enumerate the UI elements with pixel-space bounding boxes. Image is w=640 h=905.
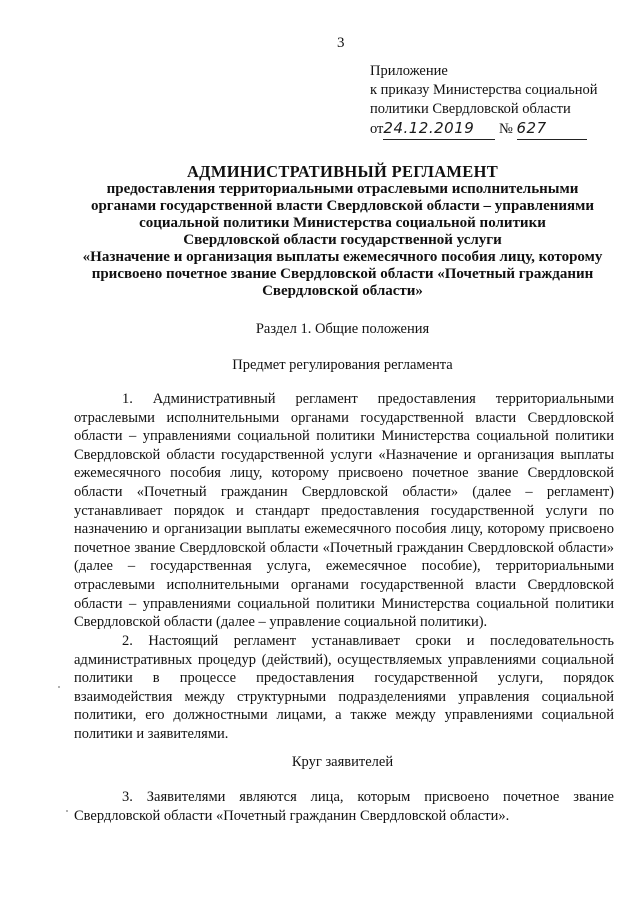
title-main: АДМИНИСТРАТИВНЫЙ РЕГЛАМЕНТ — [186, 162, 499, 181]
number-prefix: № — [499, 121, 513, 137]
page-number: 3 — [337, 35, 345, 51]
appendix-block — [370, 62, 632, 140]
title-line-6: присвоено почетное звание Свердловской области «Почетный гражданин — [91, 266, 594, 282]
appendix-line-3: политики Свердловской области — [370, 101, 571, 117]
title-line-3: социальной политики Министерства социальной политики — [139, 215, 546, 231]
appendix-line-2: к приказу Министерства социальной — [370, 82, 598, 98]
paragraph-2: 2. Настоящий регламент устанавливает сроки и последовательность административных процедур (действий), осуществляемых управлениями социальной политики в процессе предоставления государственной услуги, порядок взаимодействия между структурными подразделениями управления социальной политики, его должностными лицами, а также между управлениями социальной политики и заявителями. — [74, 633, 614, 742]
title-line-5: «Назначение и организация выплаты ежемесячного пособия лицу, которому — [82, 249, 603, 265]
appendix-line-1: Приложение — [370, 63, 448, 79]
date-prefix: от — [370, 121, 384, 137]
handwritten-date: 24.12.2019 — [383, 119, 475, 137]
title-line-7: Свердловской области» — [262, 283, 423, 299]
title-line-1: предоставления территориальными отраслевыми исполнительными — [106, 181, 579, 197]
appendix-date-line — [370, 119, 632, 140]
paragraph-1: 1. Административный регламент предоставления территориальными отраслевыми исполнительными органами государственной власти Свердловской области – управлениями социальной политики Министерства социальной политики Свердловской области государственной услуги «Назначение и организация выплаты ежемесячного пособия лицу, которому присвоено почетное звание Свердловской области «Почетный гражданин Свердловской области» (далее – регламент) устанавливает порядок и стандарт предоставления государственной услуги по назначению и организации выплаты ежемесячного пособия лицу, которому присвоено почетное звание Свердловской области «Почетный гражданин Свердловской области» (далее – государственная услуга, ежемесячное пособие), территориальными отраслевыми исполнительными органами государственной власти Свердловской области – управлениями социальной политики Министерства социальной политики Свердловской области (далее – управление социальной политики). — [74, 391, 614, 631]
scan-speck — [58, 686, 60, 688]
document-title — [70, 163, 615, 300]
title-line-4: Свердловской области государственной услуги — [183, 232, 502, 248]
subsection-applicants-heading: Круг заявителей — [291, 754, 394, 770]
date-field — [383, 119, 495, 140]
number-field — [517, 119, 587, 140]
subsection-subject-heading: Предмет регулирования регламента — [232, 357, 453, 373]
paragraph-3: 3. Заявителями являются лица, которым присвоено почетное звание Свердловской области «Почетный гражданин Свердловской области». — [74, 789, 614, 824]
section-heading: Раздел 1. Общие положения — [255, 321, 430, 337]
title-line-2: органами государственной власти Свердловской области – управлениями — [90, 198, 595, 214]
handwritten-number: 627 — [516, 119, 547, 137]
scan-speck — [66, 810, 68, 812]
